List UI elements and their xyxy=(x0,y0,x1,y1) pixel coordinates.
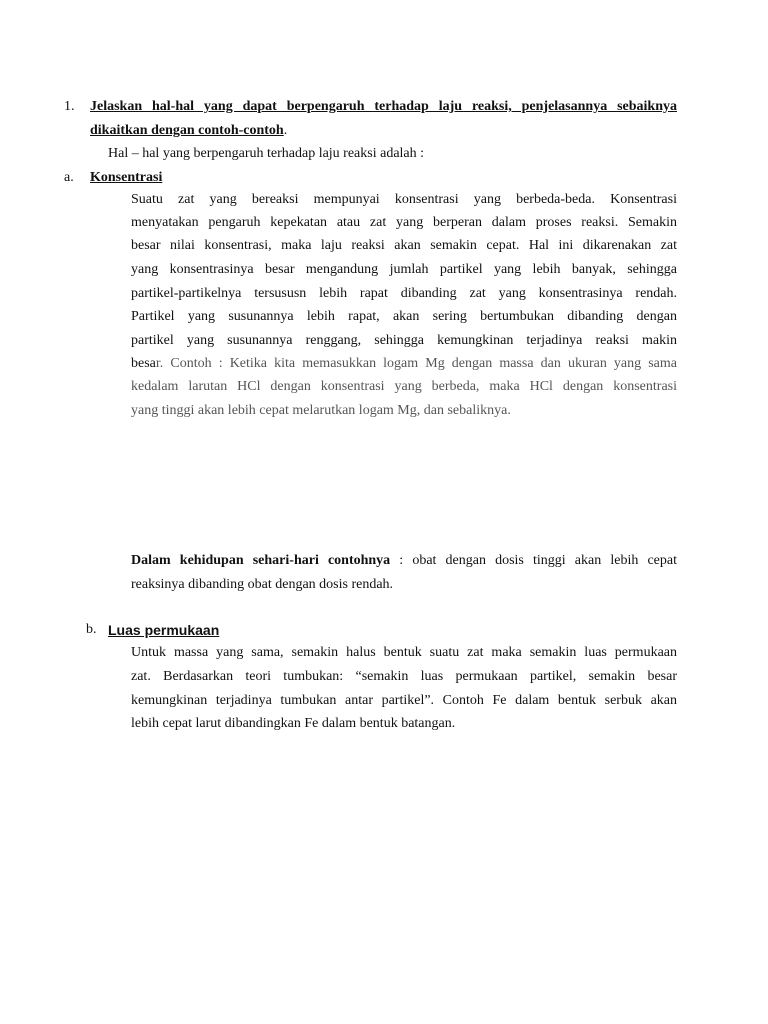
section-a-example-line-2: yang tinggi akan lebih cepat melarutkan logam Mg, dan sebaliknya. xyxy=(131,403,511,418)
section-b-heading: Luas permukaan xyxy=(108,622,220,638)
section-a-line-3: besar nilai konsentrasi, maka laju reaksi akan semakin cepat. Hal ini dikarenakan zat xyxy=(131,238,677,253)
section-a-example-line-1: kedalam larutan HCl dengan konsentrasi yang berbeda, maka HCl dengan konsentrasi xyxy=(131,379,677,394)
section-a-line-6: Partikel yang susunannya lebih rapat, akan sering bertumbukan dibanding dengan xyxy=(131,309,677,324)
intro-text: Hal – hal yang berpengaruh terhadap laju reaksi adalah : xyxy=(108,146,425,161)
section-a-heading: Konsentrasi xyxy=(90,170,163,185)
section-a-line-8 xyxy=(131,352,677,375)
question-period: . xyxy=(283,123,288,138)
question-line-2-text: dikaitkan dengan contoh-contoh xyxy=(90,123,284,138)
section-a-line-2: menyatakan pengaruh kepekatan atau zat yang berperan dalam proses reaksi. Semakin xyxy=(131,215,677,230)
section-b-line-4: lebih cepat larut dibandingkan Fe dalam bentuk batangan. xyxy=(131,716,456,731)
question-number: 1. xyxy=(64,99,75,114)
section-a-line-1: Suatu zat yang bereaksi mempunyai konsentrasi yang berbeda-beda. Konsentrasi xyxy=(131,192,677,207)
daily-life-label: Dalam kehidupan sehari-hari contohnya xyxy=(131,553,391,568)
section-b-marker: b. xyxy=(86,622,97,637)
section-b-line-3: kemungkinan terjadinya tumbukan antar partikel”. Contoh Fe dalam bentuk serbuk akan xyxy=(131,693,677,708)
section-a-marker: a. xyxy=(64,170,74,185)
question-line-2 xyxy=(90,123,287,139)
line-8-gray-text: r. Contoh : Ketika kita memasukkan logam Mg dengan massa dan ukuran yang sama xyxy=(155,356,677,371)
section-a-line-4: yang konsentrasinya besar mengandung jumlah partikel yang lebih banyak, sehingga xyxy=(131,262,677,277)
section-b-line-2: zat. Berdasarkan teori tumbukan: “semakin luas permukaan partikel, semakin besar xyxy=(131,669,677,684)
daily-life-line-2: reaksinya dibanding obat dengan dosis rendah. xyxy=(131,577,394,592)
section-a-line-5: partikel-partikelnya tersususn lebih rapat dibanding zat yang konsentrasinya rendah. xyxy=(131,286,677,301)
line-8-dark-text: besa xyxy=(131,356,156,371)
daily-life-text: : obat dengan dosis tinggi akan lebih cepat xyxy=(390,553,677,568)
section-a-line-7: partikel yang susunannya renggang, sehingga kemungkinan terjadinya reaksi makin xyxy=(131,333,677,348)
section-b-line-1: Untuk massa yang sama, semakin halus bentuk suatu zat maka semakin luas permukaan xyxy=(131,645,677,660)
daily-life-line-1 xyxy=(131,549,677,572)
question-line-1: Jelaskan hal-hal yang dapat berpengaruh terhadap laju reaksi, penjelasannya sebaiknya xyxy=(90,99,677,114)
